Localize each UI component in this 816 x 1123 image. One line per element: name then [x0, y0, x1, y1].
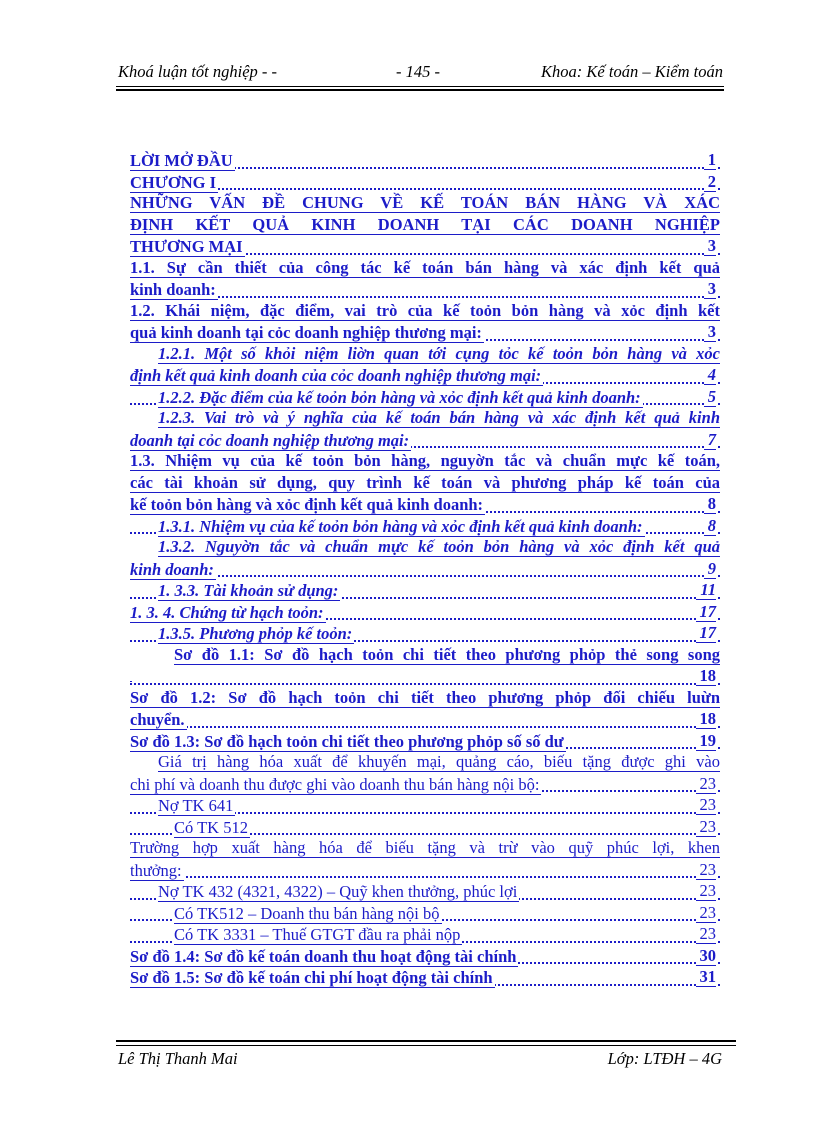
toc-entry[interactable]: kế toỏn bỏn hàng và xỏc định kết quả kinh doanh: 8 — [130, 494, 720, 516]
header-faculty: Khoa: Kế toán – Kiểm toán — [541, 62, 723, 81]
toc-entry[interactable]: quả kinh doanh tại cỏc doanh nghiệp thương mại: 3 — [130, 322, 720, 344]
toc-entry[interactable]: Sơ đồ 1.1: Sơ đồ hạch toỏn chi tiết theo phương phỏp thẻ song song — [174, 644, 720, 664]
toc-entry[interactable]: ĐỊNH KẾT QUẢ KINH DOANH TẠI CÁC DOANH NGHIỆP — [130, 214, 720, 234]
toc-entry[interactable]: Giá trị hàng hóa xuất để khuyến mại, quảng cáo, biếu tặng được ghi vào — [158, 752, 720, 771]
footer-class: Lớp: LTĐH – 4G — [607, 1049, 722, 1068]
toc-entry[interactable]: 1. 3.3. Tài khoản sử dụng: 11 — [130, 580, 720, 602]
page-header — [118, 62, 723, 84]
toc-entry[interactable]: thưởng: 23 — [130, 860, 720, 882]
toc-entry[interactable]: 1. 3. 4. Chứng từ hạch toỏn: 17 — [130, 602, 720, 624]
toc-entry[interactable]: Sơ đồ 1.5: Sơ đồ kế toán chi phí hoạt động tài chính 31 — [130, 967, 720, 989]
toc-entry[interactable]: Trường hợp xuất hàng hóa để biếu tặng và trừ vào quỹ phúc lợi, khen — [130, 838, 720, 857]
toc-entry[interactable]: chi phí và doanh thu được ghi vào doanh thu bán hàng nội bộ: 23 — [130, 774, 720, 796]
header-thesis-title: Khoá luận tốt nghiệp - - — [118, 62, 278, 81]
toc-entry[interactable]: Nợ TK 641 23 — [130, 795, 720, 817]
footer-rule-thick — [116, 1040, 736, 1042]
toc-entry[interactable]: CHƯƠNG I 2 — [130, 172, 720, 194]
toc-entry[interactable]: các tài khoản sử dụng, quy trình kế toán và phương pháp kế toán của — [130, 472, 720, 492]
toc-entry[interactable]: doanh tại cỏc doanh nghiệp thương mại: 7 — [130, 430, 720, 452]
toc-entry[interactable]: Có TK 512 23 — [130, 817, 720, 839]
toc-entry[interactable]: 1.2. Khái niệm, đặc điểm, vai trò của kế toỏn bỏn hàng và xỏc định kết — [130, 300, 720, 320]
toc-entry[interactable]: 1.3.5. Phương phỏp kế toỏn: 17 — [130, 623, 720, 645]
header-rule-thick — [116, 89, 724, 91]
table-of-contents — [130, 150, 720, 989]
toc-entry[interactable]: 1.3. Nhiệm vụ của kế toỏn bỏn hàng, nguyờn tắc và chuẩn mực kế toán, — [130, 451, 720, 470]
toc-entry[interactable]: Có TK 3331 – Thuế GTGT đầu ra phải nộp 23 — [130, 924, 720, 946]
toc-entry[interactable]: Sơ đồ 1.3: Sơ đồ hạch toỏn chi tiết theo phương phỏp số số dư 19 — [130, 731, 720, 753]
toc-entry[interactable]: THƯƠNG MẠI 3 — [130, 236, 720, 258]
header-rule-thin — [116, 86, 724, 87]
toc-entry[interactable]: 1.3.2. Nguyờn tắc và chuẩn mực kế toỏn bỏn hàng và xỏc định kết quả — [158, 537, 720, 556]
header-page-number: - 145 - — [396, 62, 440, 81]
toc-entry[interactable]: NHỮNG VẤN ĐỀ CHUNG VỀ KẾ TOÁN BÁN HÀNG VÀ XÁC — [130, 193, 720, 212]
page-footer — [118, 1049, 722, 1071]
toc-entry[interactable]: Sơ đồ 1.2: Sơ đồ hạch toỏn chi tiết theo phương phỏp đối chiếu luừn — [130, 687, 720, 707]
toc-entry[interactable]: Sơ đồ 1.4: Sơ đồ kế toán doanh thu hoạt động tài chính 30 — [130, 946, 720, 968]
toc-entry[interactable]: kinh doanh: 3 — [130, 279, 720, 301]
toc-entry[interactable]: định kết quả kinh doanh của cỏc doanh nghiệp thương mại: 4 — [130, 365, 720, 387]
toc-entry[interactable]: 1.1. Sự cần thiết của công tác kế toán bán hàng và xác định kết quả — [130, 257, 720, 277]
footer-rule-thin — [116, 1045, 736, 1046]
toc-entry[interactable]: chuyển. 18 — [130, 709, 720, 731]
toc-entry[interactable]: Nợ TK 432 (4321, 4322) – Quỹ khen thưởng, phúc lợi 23 — [130, 881, 720, 903]
toc-entry[interactable]: 1.2.1. Một số khỏi niệm liờn quan tới cụng tỏc kế toỏn bỏn hàng và xỏc — [158, 343, 720, 363]
footer-author: Lê Thị Thanh Mai — [118, 1049, 238, 1068]
toc-entry[interactable]: 1.2.3. Vai trò và ý nghĩa của kế toán bán hàng và xác định kết quả kinh — [158, 408, 720, 427]
toc-entry[interactable]: 18 — [130, 666, 720, 688]
toc-entry[interactable]: Có TK512 – Doanh thu bán hàng nội bộ 23 — [130, 903, 720, 925]
toc-entry[interactable]: 1.3.1. Nhiệm vụ của kế toỏn bỏn hàng và xỏc định kết quả kinh doanh: 8 — [130, 516, 720, 538]
toc-entry[interactable]: LỜI MỞ ĐẦU 1 — [130, 150, 720, 172]
toc-entry[interactable]: kinh doanh: 9 — [130, 559, 720, 581]
toc-entry[interactable]: 1.2.2. Đặc điểm của kế toỏn bỏn hàng và xỏc định kết quả kinh doanh: 5 — [130, 387, 720, 409]
